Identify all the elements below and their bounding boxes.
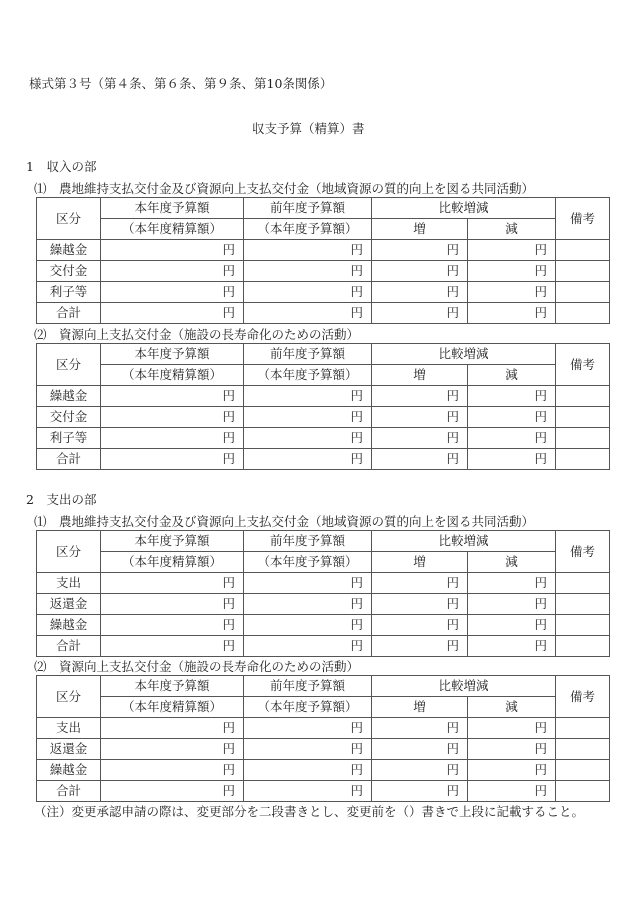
remarks-cell[interactable] [556, 449, 610, 470]
expense-table-1 [36, 530, 610, 657]
decrease-cell[interactable]: 円 [468, 594, 556, 615]
decrease-cell[interactable]: 円 [468, 573, 556, 594]
row-label: 合計 [37, 781, 101, 802]
table-row [37, 407, 610, 428]
table-row [37, 282, 610, 303]
decrease-cell[interactable]: 円 [468, 428, 556, 449]
header-current-budget: 本年度予算額 [101, 676, 244, 697]
prev-amount-cell[interactable]: 円 [244, 240, 372, 261]
document-title: 収支予算（精算）書 [252, 121, 365, 136]
increase-cell[interactable]: 円 [372, 760, 468, 781]
header-remarks: 備考 [556, 344, 610, 386]
header-comparison: 比較増減 [372, 198, 556, 219]
header-row [37, 697, 610, 718]
header-remarks: 備考 [556, 531, 610, 573]
header-current-budget: 本年度予算額 [101, 531, 244, 552]
decrease-cell[interactable]: 円 [468, 636, 556, 657]
row-label: 繰越金 [37, 240, 101, 261]
header-row [37, 344, 610, 365]
table-row [37, 573, 610, 594]
decrease-cell[interactable]: 円 [468, 282, 556, 303]
table-row [37, 781, 610, 802]
header-decrease: 減 [468, 697, 556, 718]
increase-cell[interactable]: 円 [372, 240, 468, 261]
row-label: 合計 [37, 303, 101, 324]
current-amount-cell[interactable]: 円 [101, 407, 244, 428]
table-row [37, 386, 610, 407]
header-prev-budget: 前年度予算額 [244, 344, 372, 365]
remarks-cell[interactable] [556, 594, 610, 615]
header-row [37, 198, 610, 219]
decrease-cell[interactable]: 円 [468, 240, 556, 261]
header-category: 区分 [37, 344, 101, 386]
header-current-settlement: （本年度精算額） [101, 552, 244, 573]
header-row [37, 676, 610, 697]
remarks-cell[interactable] [556, 240, 610, 261]
section-title-income: 1 収入の部 [26, 159, 97, 174]
increase-cell[interactable]: 円 [372, 718, 468, 739]
subsection-title: ⑴ 農地維持支払交付金及び資源向上支払交付金（地域資源の質的向上を図る共同活動） [34, 514, 535, 529]
table-row [37, 594, 610, 615]
header-prev-budget: 前年度予算額 [244, 676, 372, 697]
subsection-title: ⑵ 資源向上支払交付金（施設の長寿命化のための活動） [34, 659, 360, 674]
current-amount-cell[interactable]: 円 [101, 386, 244, 407]
decrease-cell[interactable]: 円 [468, 739, 556, 760]
decrease-cell[interactable]: 円 [468, 407, 556, 428]
current-amount-cell[interactable]: 円 [101, 282, 244, 303]
prev-amount-cell[interactable]: 円 [244, 261, 372, 282]
subsection-title: ⑵ 資源向上支払交付金（施設の長寿命化のための活動） [34, 327, 360, 342]
header-increase: 増 [372, 365, 468, 386]
current-amount-cell[interactable]: 円 [101, 718, 244, 739]
header-current-budget: 本年度予算額 [101, 344, 244, 365]
decrease-cell[interactable]: 円 [468, 303, 556, 324]
table-row [37, 739, 610, 760]
row-label: 合計 [37, 449, 101, 470]
remarks-cell[interactable] [556, 303, 610, 324]
header-remarks: 備考 [556, 676, 610, 718]
increase-cell[interactable]: 円 [372, 636, 468, 657]
current-amount-cell[interactable]: 円 [101, 636, 244, 657]
current-amount-cell[interactable]: 円 [101, 573, 244, 594]
table-row [37, 636, 610, 657]
remarks-cell[interactable] [556, 739, 610, 760]
header-comparison: 比較増減 [372, 676, 556, 697]
header-row [37, 552, 610, 573]
prev-amount-cell[interactable]: 円 [244, 636, 372, 657]
prev-amount-cell[interactable]: 円 [244, 449, 372, 470]
header-prev-budget: 前年度予算額 [244, 198, 372, 219]
header-row [37, 531, 610, 552]
increase-cell[interactable]: 円 [372, 428, 468, 449]
note: （注）変更承認申請の際は、変更部分を二段書きとし、変更前を（）書きで上段に記載すること。 [34, 804, 585, 819]
header-remarks: 備考 [556, 198, 610, 240]
remarks-cell[interactable] [556, 781, 610, 802]
prev-amount-cell[interactable]: 円 [244, 282, 372, 303]
row-label: 利子等 [37, 282, 101, 303]
row-label: 返還金 [37, 594, 101, 615]
header-prev-budget: 前年度予算額 [244, 531, 372, 552]
increase-cell[interactable]: 円 [372, 781, 468, 802]
section-title-expense: 2 支出の部 [26, 492, 97, 507]
increase-cell[interactable]: 円 [372, 386, 468, 407]
remarks-cell[interactable] [556, 282, 610, 303]
current-amount-cell[interactable]: 円 [101, 240, 244, 261]
header-prev-budget-paren: （本年度予算額） [244, 219, 372, 240]
table-row [37, 303, 610, 324]
header-prev-budget-paren: （本年度予算額） [244, 552, 372, 573]
table-row [37, 428, 610, 449]
remarks-cell[interactable] [556, 428, 610, 449]
remarks-cell[interactable] [556, 615, 610, 636]
row-label: 支出 [37, 718, 101, 739]
table-row [37, 449, 610, 470]
row-label: 利子等 [37, 428, 101, 449]
header-category: 区分 [37, 676, 101, 718]
increase-cell[interactable]: 円 [372, 282, 468, 303]
decrease-cell[interactable]: 円 [468, 386, 556, 407]
row-label: 繰越金 [37, 386, 101, 407]
header-comparison: 比較増減 [372, 344, 556, 365]
prev-amount-cell[interactable]: 円 [244, 615, 372, 636]
header-category: 区分 [37, 531, 101, 573]
increase-cell[interactable]: 円 [372, 615, 468, 636]
row-label: 返還金 [37, 739, 101, 760]
prev-amount-cell[interactable]: 円 [244, 739, 372, 760]
prev-amount-cell[interactable]: 円 [244, 386, 372, 407]
income-table-2 [36, 343, 610, 470]
increase-cell[interactable]: 円 [372, 303, 468, 324]
header-decrease: 減 [468, 365, 556, 386]
current-amount-cell[interactable]: 円 [101, 739, 244, 760]
increase-cell[interactable]: 円 [372, 739, 468, 760]
remarks-cell[interactable] [556, 573, 610, 594]
increase-cell[interactable]: 円 [372, 573, 468, 594]
current-amount-cell[interactable]: 円 [101, 428, 244, 449]
decrease-cell[interactable]: 円 [468, 718, 556, 739]
header-decrease: 減 [468, 552, 556, 573]
header-increase: 増 [372, 219, 468, 240]
increase-cell[interactable]: 円 [372, 407, 468, 428]
increase-cell[interactable]: 円 [372, 594, 468, 615]
header-row [37, 219, 610, 240]
decrease-cell[interactable]: 円 [468, 261, 556, 282]
header-prev-budget-paren: （本年度予算額） [244, 697, 372, 718]
header-increase: 増 [372, 697, 468, 718]
current-amount-cell[interactable]: 円 [101, 615, 244, 636]
current-amount-cell[interactable]: 円 [101, 760, 244, 781]
table-row [37, 240, 610, 261]
table-row [37, 760, 610, 781]
current-amount-cell[interactable]: 円 [101, 449, 244, 470]
header-increase: 増 [372, 552, 468, 573]
remarks-cell[interactable] [556, 636, 610, 657]
current-amount-cell[interactable]: 円 [101, 594, 244, 615]
header-row [37, 365, 610, 386]
prev-amount-cell[interactable]: 円 [244, 573, 372, 594]
table-row [37, 615, 610, 636]
row-label: 合計 [37, 636, 101, 657]
expense-table-2 [36, 675, 610, 802]
prev-amount-cell[interactable]: 円 [244, 303, 372, 324]
row-label: 繰越金 [37, 760, 101, 781]
current-amount-cell[interactable]: 円 [101, 261, 244, 282]
remarks-cell[interactable] [556, 386, 610, 407]
prev-amount-cell[interactable]: 円 [244, 594, 372, 615]
table-row [37, 718, 610, 739]
header-prev-budget-paren: （本年度予算額） [244, 365, 372, 386]
header-comparison: 比較増減 [372, 531, 556, 552]
header-decrease: 減 [468, 219, 556, 240]
prev-amount-cell[interactable]: 円 [244, 781, 372, 802]
prev-amount-cell[interactable]: 円 [244, 760, 372, 781]
header-current-settlement: （本年度精算額） [101, 365, 244, 386]
header-current-settlement: （本年度精算額） [101, 219, 244, 240]
decrease-cell[interactable]: 円 [468, 449, 556, 470]
income-table-1 [36, 197, 610, 324]
row-label: 繰越金 [37, 615, 101, 636]
prev-amount-cell[interactable]: 円 [244, 407, 372, 428]
header-category: 区分 [37, 198, 101, 240]
remarks-cell[interactable] [556, 407, 610, 428]
header-current-settlement: （本年度精算額） [101, 697, 244, 718]
decrease-cell[interactable]: 円 [468, 760, 556, 781]
table-row [37, 261, 610, 282]
header-current-budget: 本年度予算額 [101, 198, 244, 219]
row-label: 交付金 [37, 261, 101, 282]
decrease-cell[interactable]: 円 [468, 615, 556, 636]
remarks-cell[interactable] [556, 760, 610, 781]
remarks-cell[interactable] [556, 718, 610, 739]
row-label: 支出 [37, 573, 101, 594]
current-amount-cell[interactable]: 円 [101, 781, 244, 802]
subsection-title: ⑴ 農地維持支払交付金及び資源向上支払交付金（地域資源の質的向上を図る共同活動） [34, 181, 535, 196]
current-amount-cell[interactable]: 円 [101, 303, 244, 324]
prev-amount-cell[interactable]: 円 [244, 718, 372, 739]
increase-cell[interactable]: 円 [372, 261, 468, 282]
prev-amount-cell[interactable]: 円 [244, 428, 372, 449]
form-number: 様式第３号（第４条、第６条、第９条、第10条関係） [29, 76, 333, 91]
remarks-cell[interactable] [556, 261, 610, 282]
decrease-cell[interactable]: 円 [468, 781, 556, 802]
row-label: 交付金 [37, 407, 101, 428]
increase-cell[interactable]: 円 [372, 449, 468, 470]
